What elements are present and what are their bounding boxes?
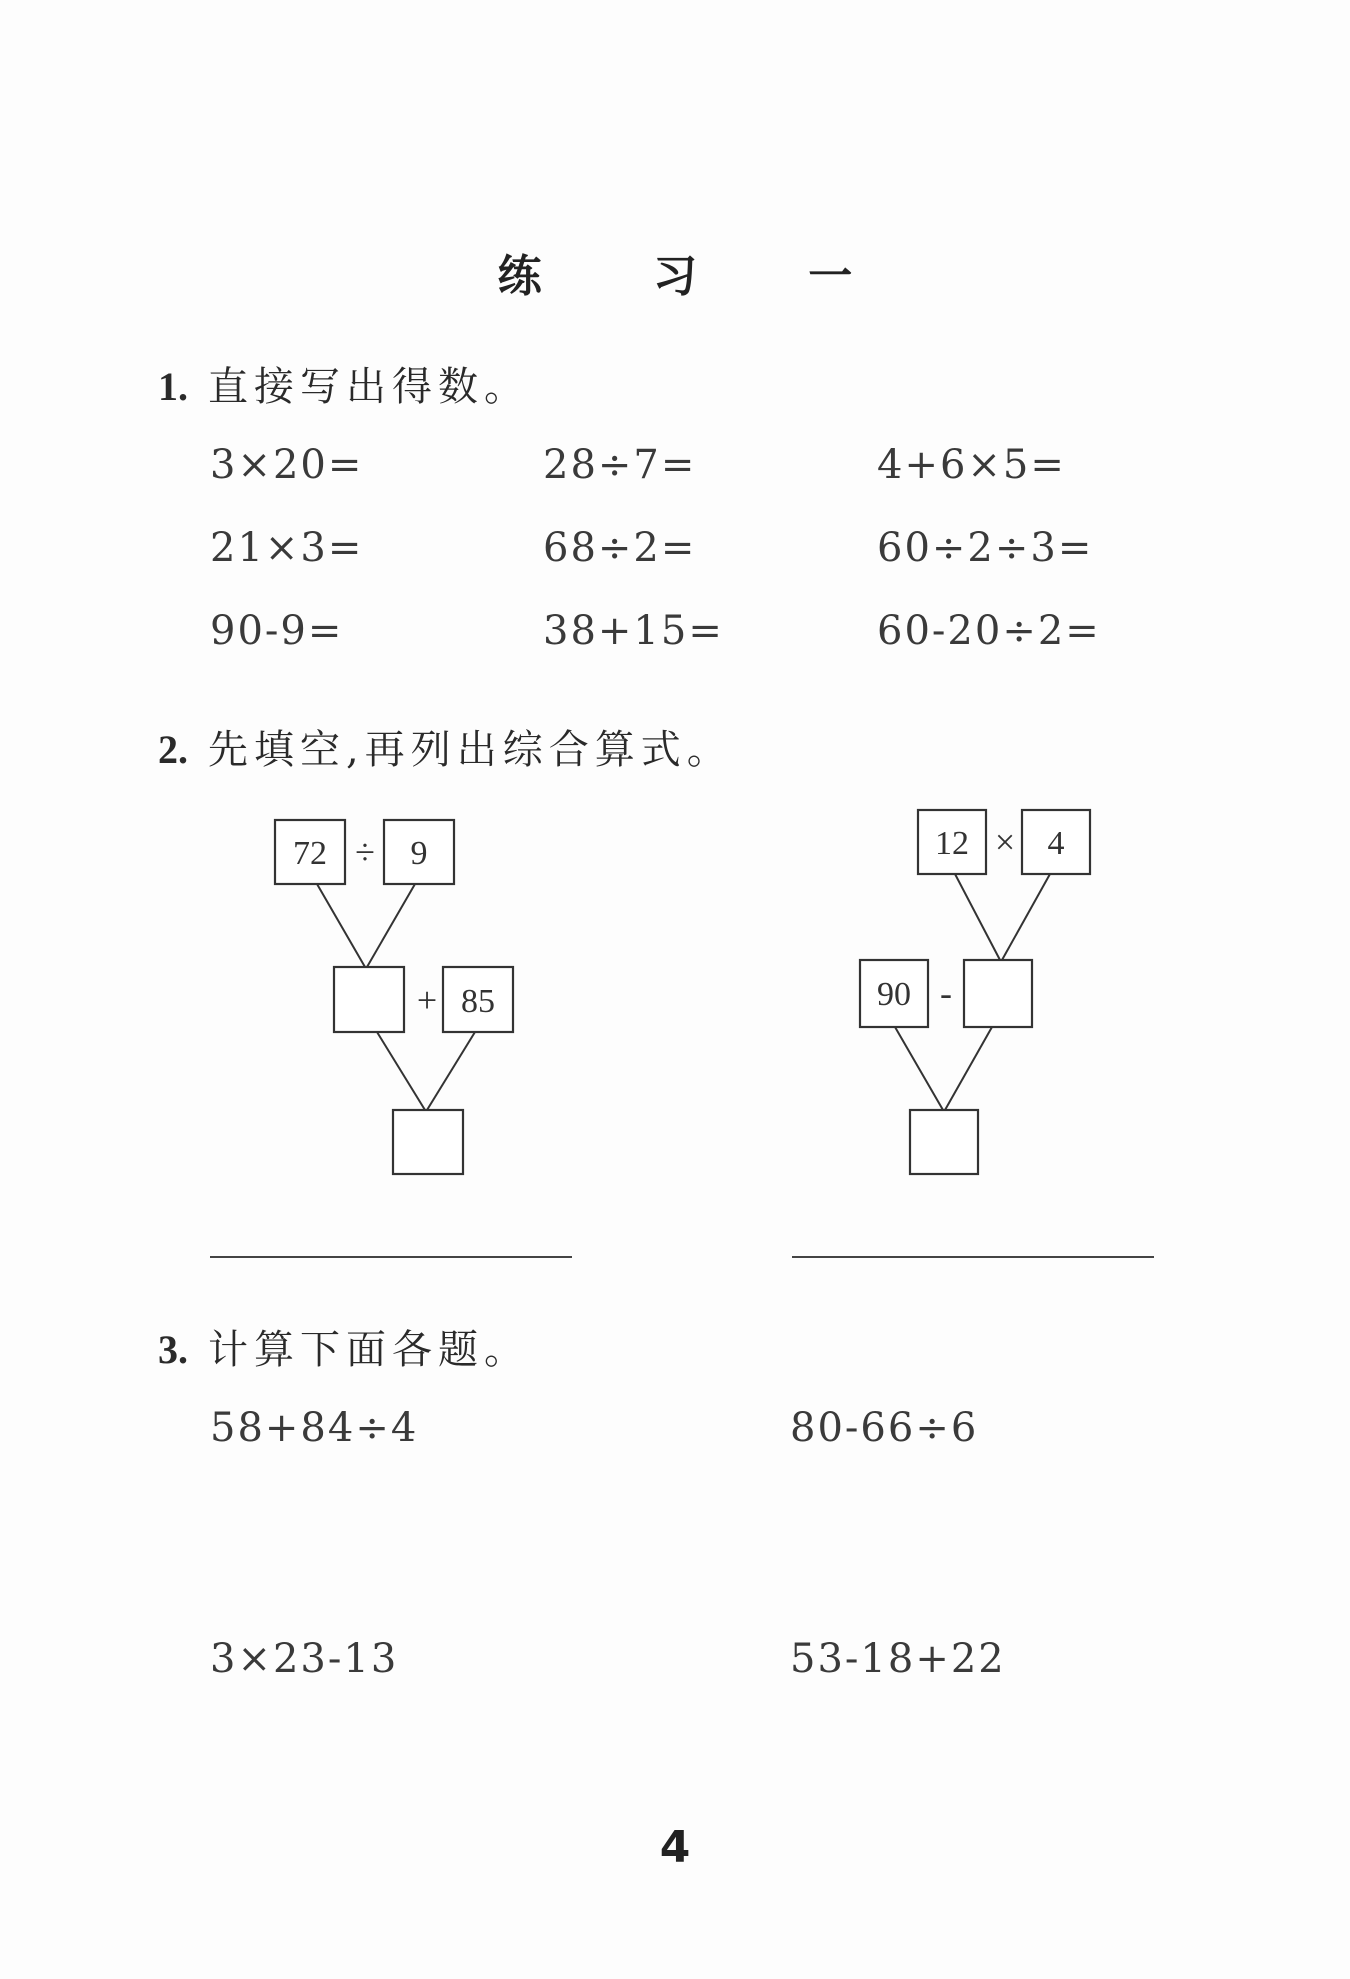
box-b-value: 9 <box>410 835 428 872</box>
q3-item: 3×23-13 <box>210 1636 399 1682</box>
question-2-number: 2. <box>158 727 188 772</box>
question-3-heading <box>158 1318 530 1375</box>
connector-line <box>1002 874 1050 960</box>
connector-line <box>317 884 365 967</box>
operator-2: - <box>940 973 952 1013</box>
q3-item: 80-66÷6 <box>790 1405 979 1451</box>
q1-item: 3×20= <box>210 442 364 488</box>
q1-item: 68÷2= <box>543 525 697 571</box>
connector-line <box>955 874 1000 960</box>
right-answer-line[interactable] <box>792 1256 1154 1258</box>
left-answer-line[interactable] <box>210 1256 572 1258</box>
q3-item: 53-18+22 <box>790 1636 1006 1682</box>
q1-item: 28÷7= <box>543 442 697 488</box>
box-b-value: 4 <box>1047 825 1065 862</box>
question-2-heading <box>158 718 733 775</box>
q1-item: 60-20÷2= <box>877 608 1101 654</box>
answer-box-middle[interactable] <box>964 960 1032 1027</box>
connector-line <box>367 884 415 967</box>
connector-line <box>377 1032 425 1110</box>
answer-box-bottom[interactable] <box>393 1110 463 1174</box>
operator-1: × <box>994 822 1016 862</box>
q1-item: 60÷2÷3= <box>877 525 1094 571</box>
question-1-text: 直接写出得数。 <box>208 364 530 410</box>
question-3-number: 3. <box>158 1327 188 1372</box>
page-number: 4 <box>659 1822 691 1873</box>
operator-2: + <box>416 980 438 1020</box>
left-calculation-tree <box>260 800 540 1200</box>
q1-item: 38+15= <box>543 608 724 654</box>
box-c-value: 85 <box>461 983 495 1020</box>
connector-line <box>427 1032 475 1110</box>
answer-box-bottom[interactable] <box>910 1110 978 1174</box>
q1-item: 21×3= <box>210 525 364 571</box>
operator-1: ÷ <box>355 832 375 872</box>
box-c-value: 90 <box>877 976 911 1013</box>
box-a-value: 72 <box>293 835 327 872</box>
connector-line <box>895 1027 943 1110</box>
question-3-text: 计算下面各题。 <box>208 1327 530 1373</box>
q1-item: 4+6×5= <box>877 442 1066 488</box>
q3-item: 58+84÷4 <box>210 1405 419 1451</box>
question-1-number: 1. <box>158 364 188 409</box>
right-calculation-tree <box>850 790 1130 1200</box>
question-2-text: 先填空,再列出综合算式。 <box>208 727 733 773</box>
q1-item: 90-9= <box>210 608 344 654</box>
question-1-heading <box>158 355 530 412</box>
box-a-value: 12 <box>935 825 969 862</box>
connector-line <box>945 1027 992 1110</box>
page-title: 练 习 一 <box>497 251 901 302</box>
answer-box-middle[interactable] <box>334 967 404 1032</box>
